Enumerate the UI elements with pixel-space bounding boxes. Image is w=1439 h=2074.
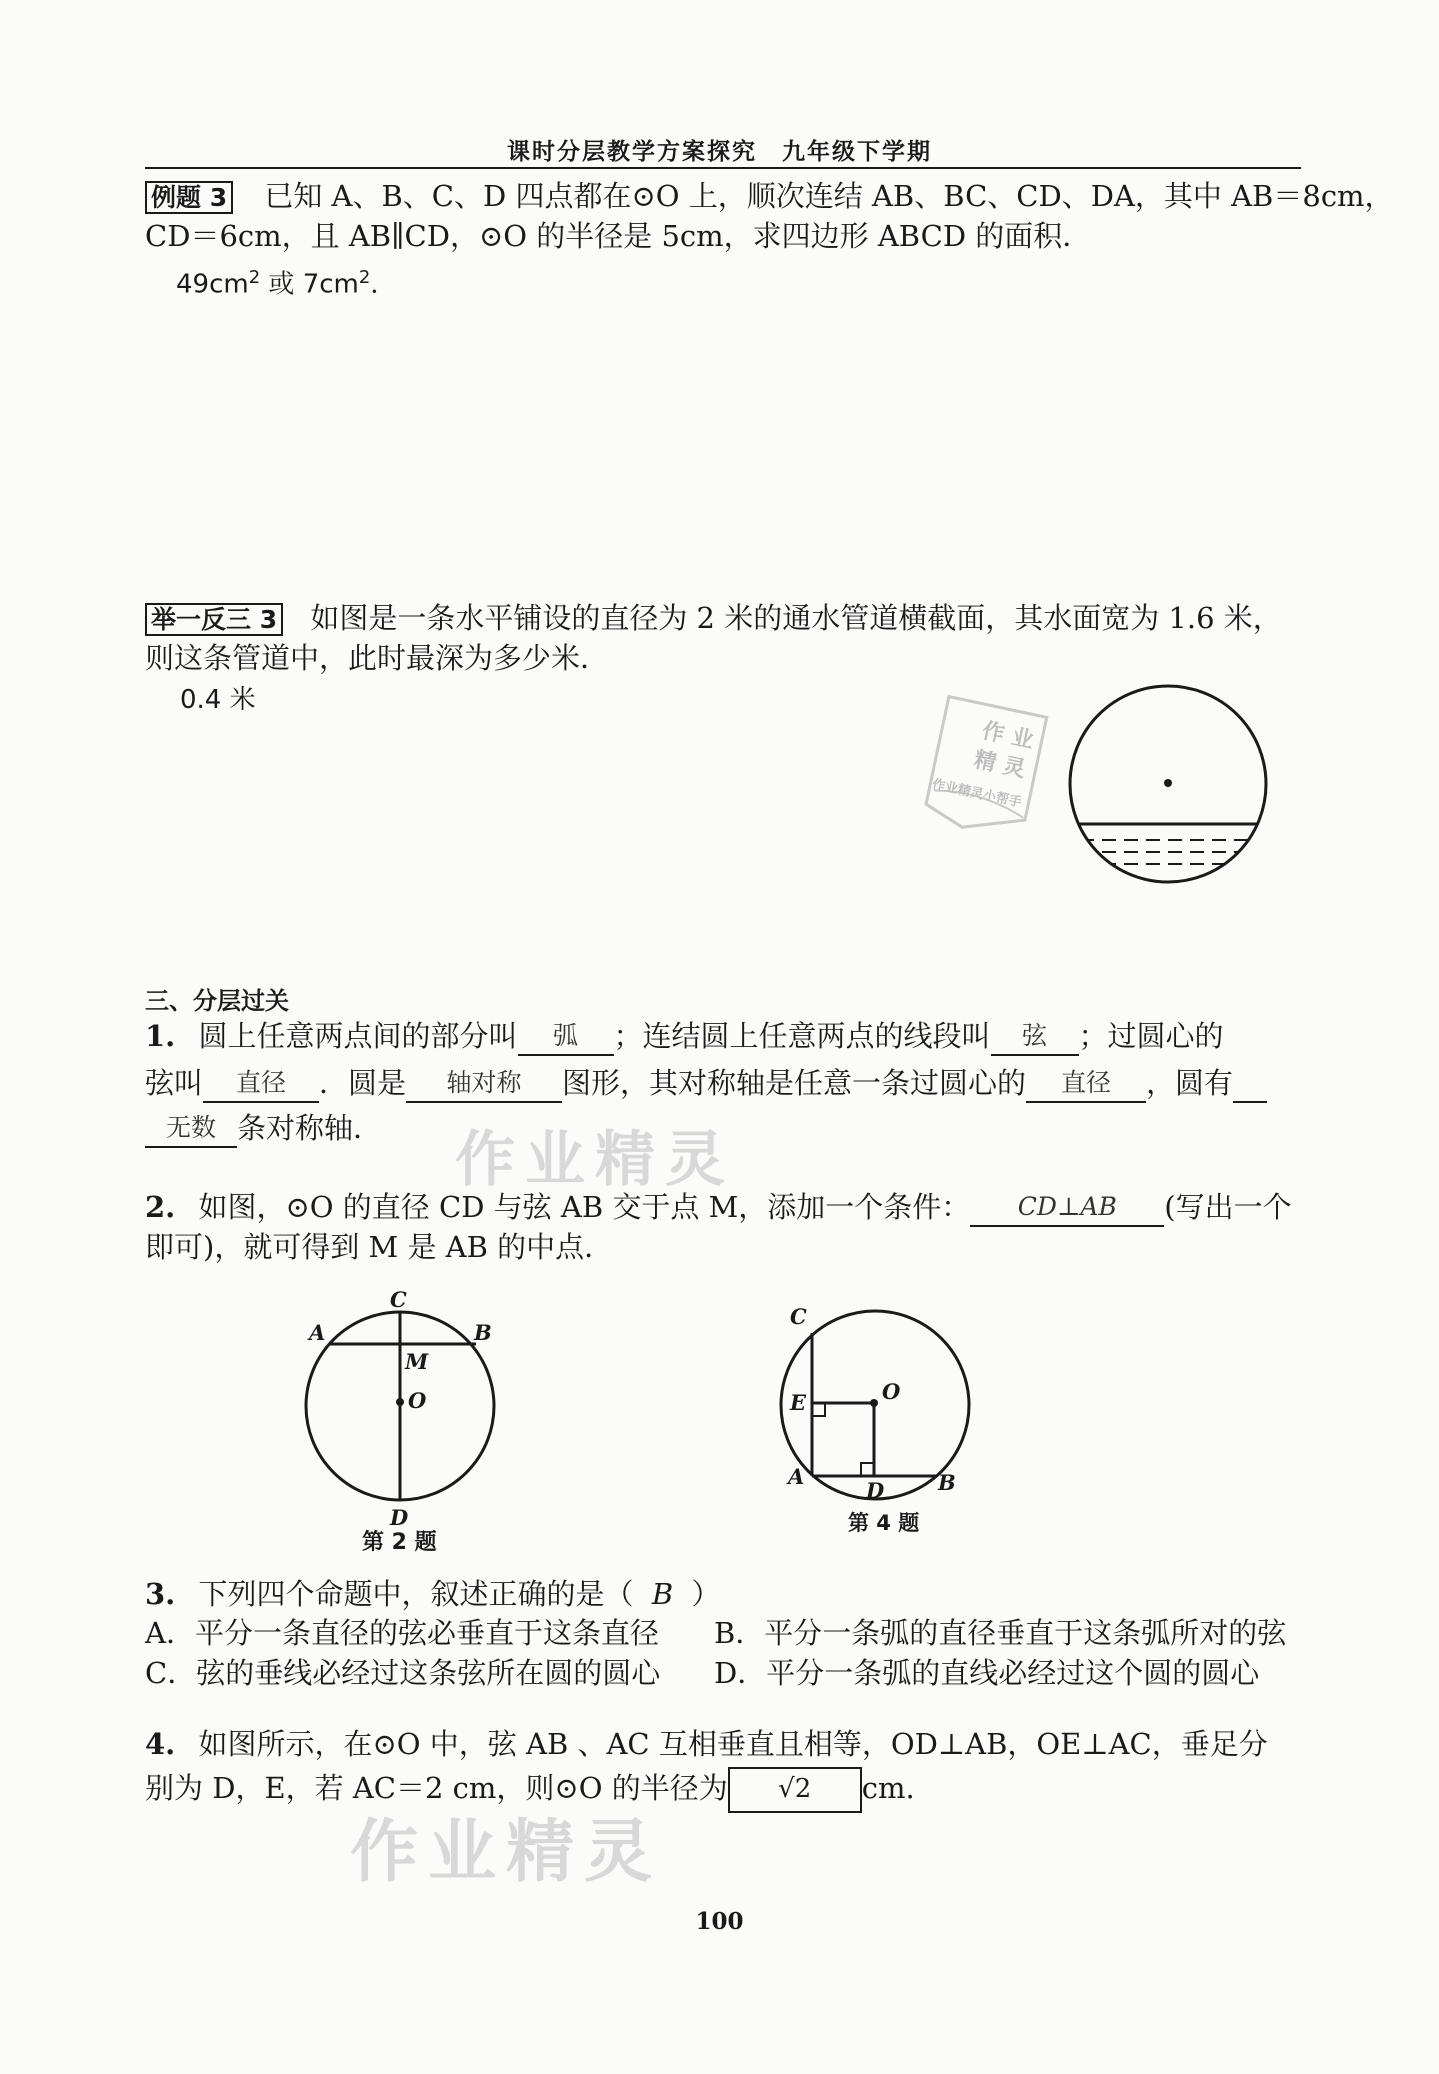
practice3-line2: 则这条管道中，此时最深为多少米． (145, 641, 610, 675)
figure-q2 (300, 1285, 500, 1555)
q1-line1 (145, 1016, 1224, 1056)
fig4-right-angle-e (812, 1403, 825, 1416)
q3-answer: B (651, 1577, 674, 1611)
q1-text: 圆上任意两点间的部分叫 (198, 1019, 518, 1053)
q3-text: 下列四个命题中，叙述正确的是（ (198, 1577, 634, 1611)
stamp-text2: 精 灵 (971, 747, 1028, 783)
q4-answer-box: √2 (728, 1767, 862, 1813)
example3-label: 例题 3 (145, 181, 233, 214)
q1-line3 (145, 1108, 382, 1148)
practice3-label: 举一反三 3 (145, 603, 283, 636)
fig4-label-e: E (790, 1390, 807, 1415)
example3-line1 (145, 176, 1394, 218)
practice3-answer: 0.4 米 (180, 685, 256, 715)
q4-text: 如图所示，在⊙O 中，弦 AB 、AC 互相垂直且相等，OD⊥AB，OE⊥AC，垂足分 (198, 1727, 1268, 1761)
q1-text: ；过圆心的 (1078, 1019, 1224, 1053)
q1-text: ；连结圆上任意两点的线段叫 (613, 1019, 991, 1053)
answer-part: 或 7cm (260, 269, 359, 300)
q1-line2 (145, 1063, 1267, 1103)
q4-line1 (145, 1724, 1268, 1764)
q4-text: 别为 D，E，若 AC＝2 cm，则⊙O 的半径为 (145, 1771, 728, 1805)
q3-text: ） (691, 1577, 721, 1611)
pipe-cross-section-figure (1060, 680, 1280, 890)
fig2-label-m: M (405, 1349, 429, 1374)
q3-number: 3. (145, 1577, 176, 1611)
fig2-label-b: B (474, 1320, 492, 1345)
fig4-right-angle-d (861, 1463, 874, 1476)
q1-text: ，圆有 (1146, 1066, 1234, 1100)
watermark: 作业精灵 (350, 1813, 663, 1892)
q2-text: 如图，⊙O 的直径 CD 与弦 AB 交于点 M，添加一个条件： (198, 1190, 971, 1224)
example3-line2: CD＝6cm，且 AB∥CD，⊙O 的半径是 5cm，求四边形 ABCD 的面积． (145, 219, 1092, 253)
q1-text: ．圆是 (319, 1066, 407, 1100)
example3-text1: 已知 A、B、C、D 四点都在⊙O 上，顺次连结 AB、BC、CD、DA，其中 AB＝8cm， (264, 179, 1394, 213)
q1-blank-axis: 直径 (1026, 1065, 1146, 1103)
q1-text: 条对称轴． (237, 1111, 383, 1145)
watermark: 作业精灵 (455, 1125, 735, 1195)
q1-blank-symmetry: 轴对称 (406, 1065, 562, 1103)
section-title: 三、分层过关 (145, 987, 289, 1015)
answer-part: ． (370, 269, 397, 300)
q2-number: 2. (145, 1190, 176, 1224)
q1-number: 1. (145, 1019, 176, 1053)
fig2-label-c: C (390, 1287, 407, 1312)
stamp-text3: 作业精灵小帮手 (930, 777, 1023, 811)
q2-text: (写出一个 (1164, 1190, 1292, 1224)
q1-text: 弦叫 (145, 1066, 204, 1100)
practice3-text1: 如图是一条水平铺设的直径为 2 米的通水管道横截面，其水面宽为 1.6 米， (310, 601, 1282, 635)
header-rule (145, 167, 1301, 169)
q1-blank-arc: 弧 (518, 1018, 614, 1056)
fig4-caption: 第 4 题 (848, 1511, 920, 1535)
stamp-text1: 作 业 (979, 718, 1036, 754)
q1-blank-chord: 弦 (991, 1018, 1079, 1056)
q3-option-b: B．平分一条弧的直径垂直于这条弧所对的弦 (714, 1616, 1287, 1650)
q3-stem (145, 1574, 721, 1614)
q1-text: 图形，其对称轴是任意一条过圆心的 (562, 1066, 1027, 1100)
example3-answer (176, 258, 396, 305)
q1-blank-tail (1233, 1101, 1267, 1103)
fig4-label-c: C (790, 1304, 807, 1329)
q4-unit: cm. (861, 1771, 915, 1805)
q3-option-a: A．平分一条直径的弦必垂直于这条直径 (145, 1616, 659, 1650)
stamp-logo (915, 690, 1050, 845)
practice3-line1 (145, 598, 1282, 640)
q4-number: 4. (145, 1727, 176, 1761)
q3-option-d: D．平分一条弧的直线必经过这个圆的圆心 (714, 1656, 1260, 1690)
pipe-center-point (1164, 779, 1172, 787)
fig4-center-point (870, 1399, 878, 1407)
page-number: 100 (695, 1908, 744, 1935)
q1-blank-countless: 无数 (145, 1110, 237, 1148)
fig2-center-point (396, 1398, 404, 1406)
answer-part: 49cm (176, 269, 249, 300)
q2-line2: 即可)，就可得到 M 是 AB 的中点． (145, 1230, 614, 1264)
q3-option-c: C．弦的垂线必经过这条弦所在圆的圆心 (145, 1656, 661, 1690)
fig2-label-o: O (408, 1388, 427, 1413)
answer-sup: 2 (358, 267, 371, 288)
fig4-label-o: O (882, 1379, 901, 1404)
q2-blank-condition: CD⊥AB (970, 1189, 1164, 1227)
fig4-label-a: A (788, 1464, 805, 1489)
fig2-label-d: D (390, 1505, 409, 1530)
fig4-label-d: D (866, 1478, 885, 1503)
fig2-caption: 第 2 题 (362, 1530, 437, 1555)
figure-q4 (770, 1295, 980, 1540)
page-header: 课时分层教学方案探究 九年级下学期 (507, 139, 932, 165)
answer-sup: 2 (248, 267, 261, 288)
fig4-label-b: B (938, 1470, 956, 1495)
q1-blank-diameter: 直径 (203, 1065, 319, 1103)
fig2-label-a: A (309, 1320, 326, 1345)
